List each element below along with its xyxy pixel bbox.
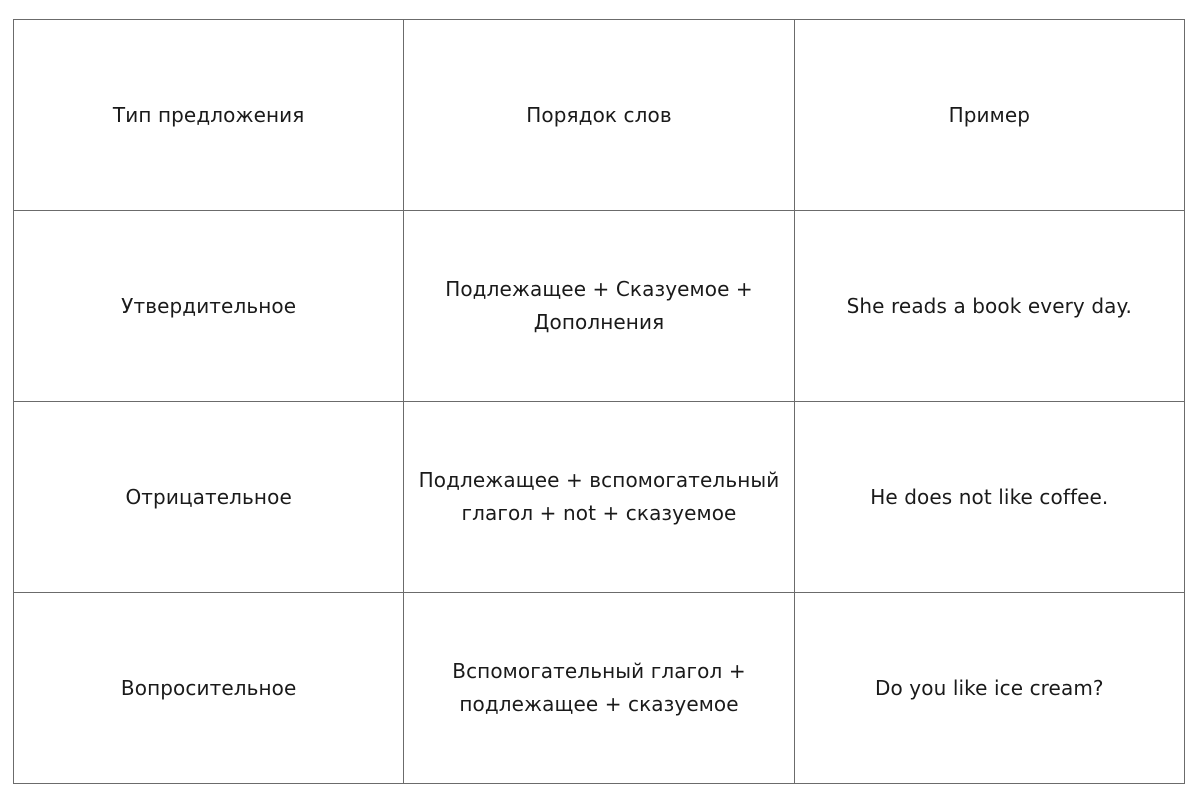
row-cell-type: Вопросительное	[14, 593, 404, 784]
header-cell-order: Порядок слов	[404, 20, 794, 211]
table-row	[14, 402, 1185, 593]
row-cell-example: She reads a book every day.	[794, 211, 1184, 402]
table-row	[14, 211, 1185, 402]
row-cell-order: Подлежащее + Сказуемое + Дополнения	[404, 211, 794, 402]
header-cell-type: Тип предложения	[14, 20, 404, 211]
row-cell-order: Вспомогательный глагол + подлежащее + сказуемое	[404, 593, 794, 784]
table-row	[14, 593, 1185, 784]
row-cell-example: He does not like coffee.	[794, 402, 1184, 593]
row-cell-example: Do you like ice cream?	[794, 593, 1184, 784]
row-cell-type: Отрицательное	[14, 402, 404, 593]
row-cell-order: Подлежащее + вспомогательный глагол + not + сказуемое	[404, 402, 794, 593]
header-cell-example: Пример	[794, 20, 1184, 211]
sentence-types-table	[13, 19, 1185, 784]
table-header-row	[14, 20, 1185, 211]
row-cell-type: Утвердительное	[14, 211, 404, 402]
